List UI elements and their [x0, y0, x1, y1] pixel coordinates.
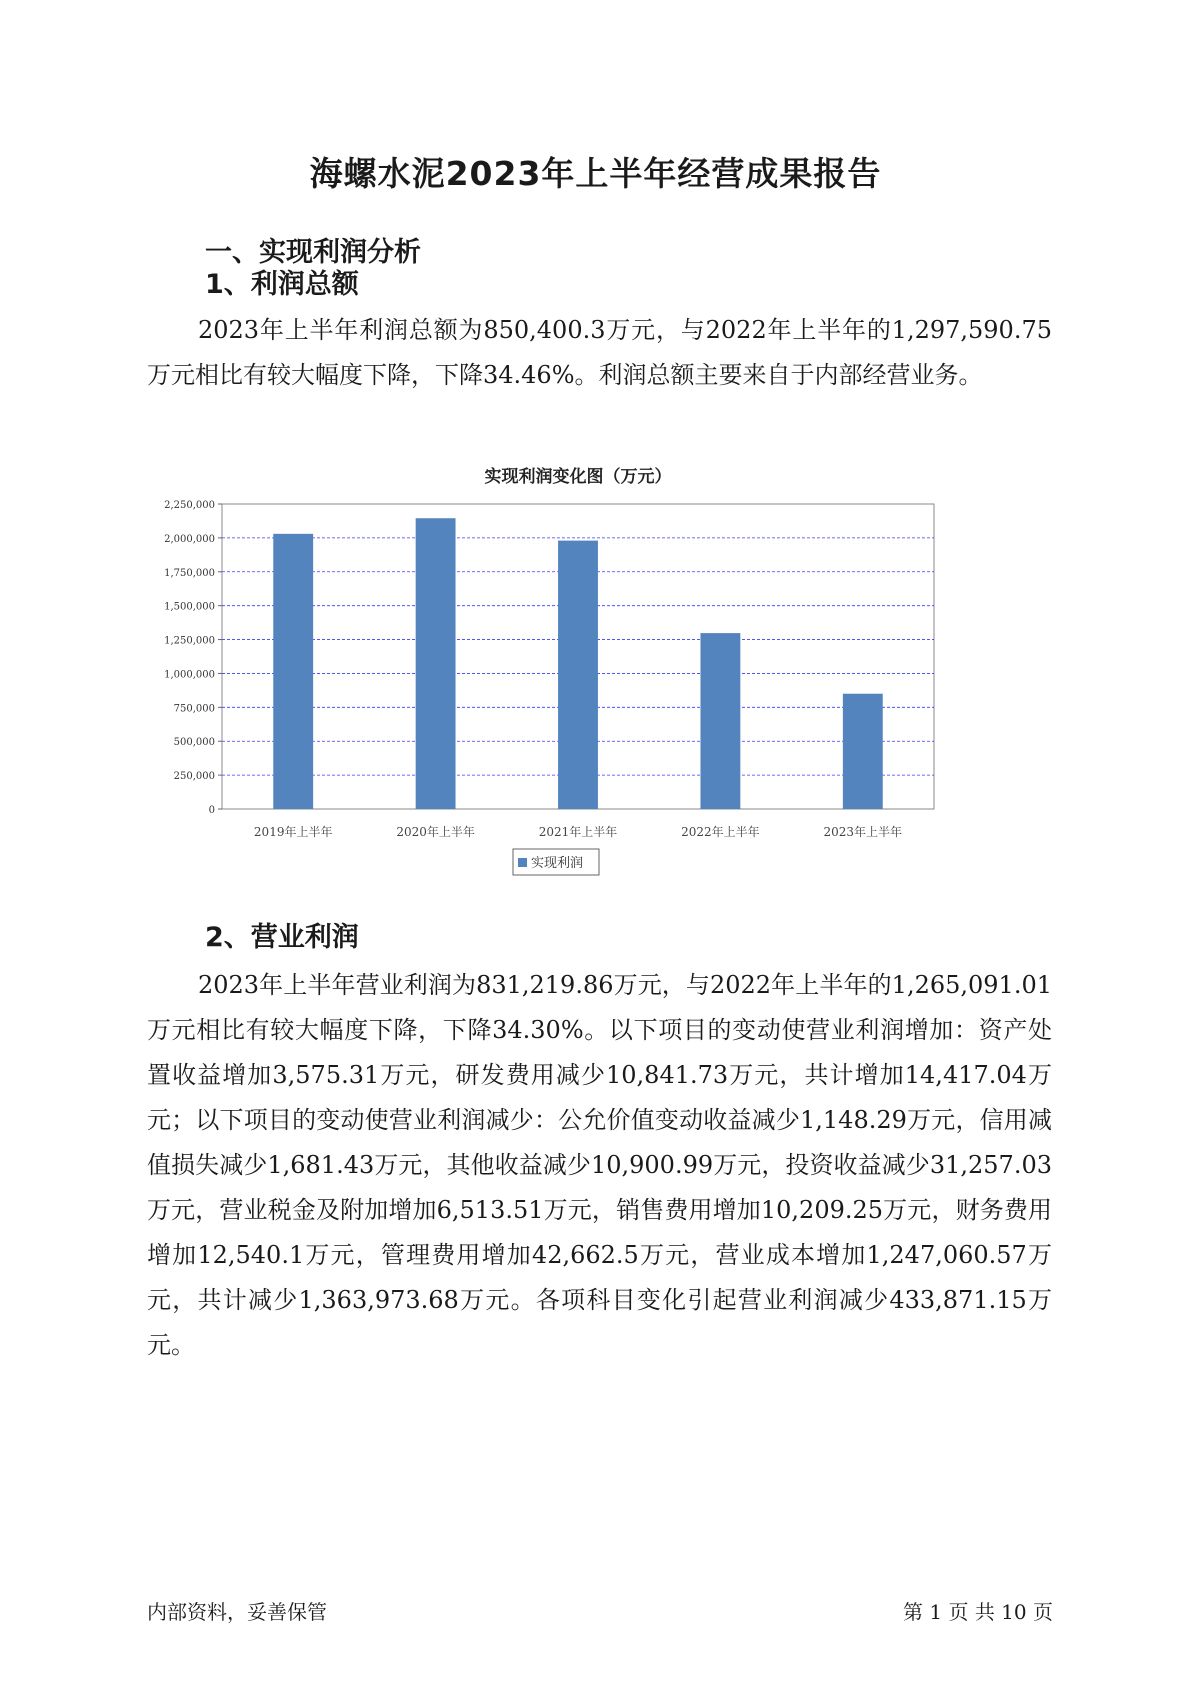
bar	[273, 534, 313, 809]
y-tick-label: 250,000	[173, 771, 215, 783]
legend-label: 实现利润	[531, 856, 584, 871]
chart-title: 实现利润变化图（万元）	[484, 467, 672, 487]
y-tick-label: 500,000	[173, 737, 215, 749]
x-tick-label: 2022年上半年	[681, 825, 760, 839]
x-tick-label: 2019年上半年	[253, 825, 333, 839]
y-tick-label: 1,250,000	[164, 635, 215, 647]
y-tick-label: 2,000,000	[164, 533, 215, 545]
x-tick-label: 2021年上半年	[538, 825, 618, 839]
paragraph-operating-profit: 2023年上半年营业利润为831,219.86万元，与2022年上半年的1,265,091.01万元相比有较大幅度下降，下降34.30%。以下项目的变动使营业利润增加：资产处置收益增加3,575.31万元，研发费用减少10,841.73万元，共计增加14,417.04万元；以下项目的变动使营业利润减少：公允价值变动收益减少1,148.29万元，信用减值损失减少1,681.43万元，其他收益减少10,900.99万元，投资收益减少31,257.03万元，营业税金及附加增加6,513.51万元，销售费用增加10,209.25万元，财务费用增加12,540.1万元，管理费用增加42,662.5万元，营业成本增加1,247,060.57万元，共计减少1,363,973.68万元。各项科目变化引起营业利润减少433,871.15万元。	[147, 971, 1052, 1359]
y-tick-label: 1,000,000	[164, 669, 215, 681]
footer-page-number: 第 1 页 共 10 页	[903, 1600, 1053, 1624]
section-heading-profit-analysis: 一、实现利润分析	[205, 237, 421, 268]
y-tick-label: 1,500,000	[164, 601, 215, 613]
y-tick-label: 1,750,000	[164, 567, 215, 579]
footer-confidential-note: 内部资料，妥善保管	[147, 1600, 327, 1624]
y-tick-label: 750,000	[173, 703, 215, 715]
document-title: 海螺水泥2023年上半年经营成果报告	[309, 154, 882, 193]
y-tick-label: 0	[208, 805, 215, 816]
y-tick-label: 2,250,000	[164, 500, 215, 511]
chart-canvas	[150, 467, 1030, 948]
x-tick-label: 2020年上半年	[396, 825, 475, 839]
profit-bar-chart	[150, 467, 1030, 948]
bar	[416, 518, 456, 809]
subheading-total-profit: 1、利润总额	[205, 269, 359, 300]
x-tick-label: 2023年上半年	[823, 825, 903, 839]
bar	[843, 694, 883, 809]
subheading-operating-profit: 2、营业利润	[205, 922, 359, 953]
paragraph-total-profit: 2023年上半年利润总额为850,400.3万元，与2022年上半年的1,297,590.75万元相比有较大幅度下降，下降34.46%。利润总额主要来自于内部经营业务。	[147, 316, 1052, 389]
bar	[558, 541, 598, 809]
legend-swatch	[518, 858, 527, 867]
bar	[700, 633, 740, 809]
